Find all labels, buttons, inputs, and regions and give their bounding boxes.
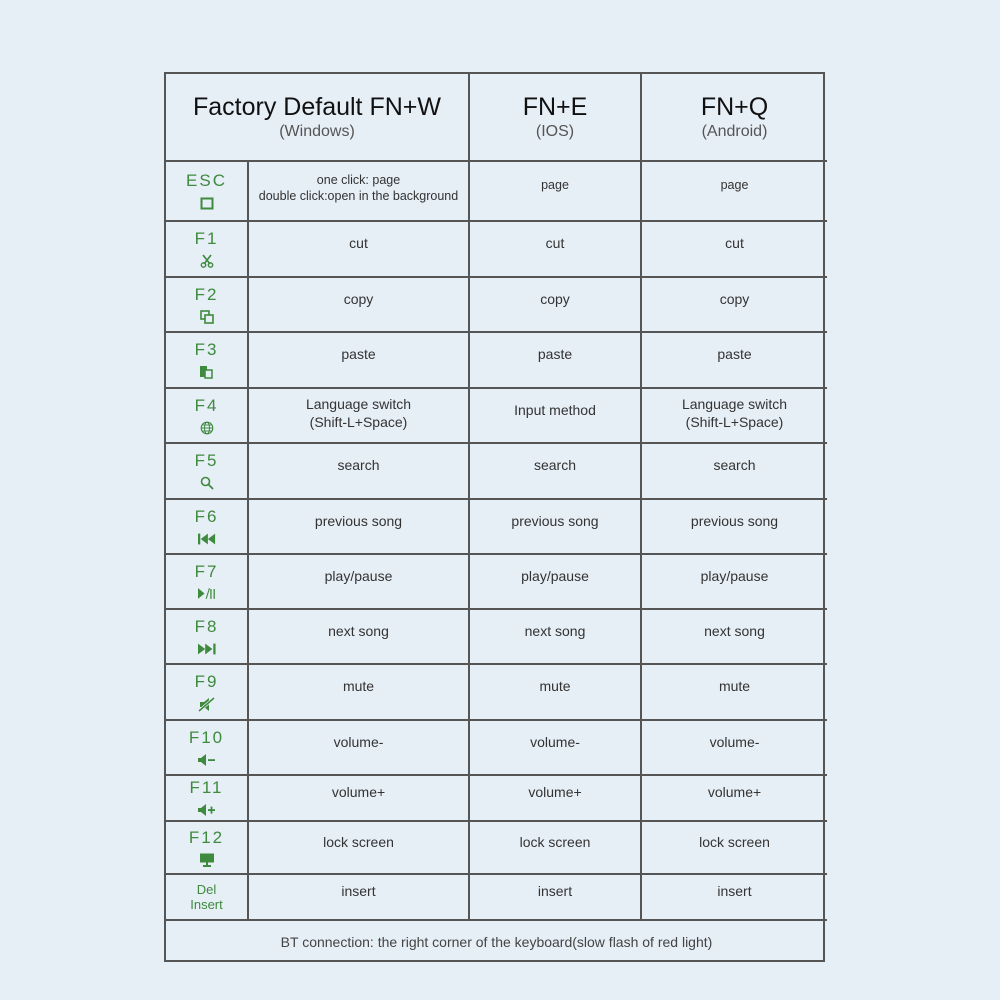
key-cell (166, 278, 249, 333)
key-cell (166, 389, 249, 444)
cell-text (337, 456, 379, 474)
android-action-cell (642, 610, 827, 665)
cell-text (259, 172, 458, 204)
header-windows-sub: (Windows) (279, 123, 355, 140)
search-icon (198, 475, 216, 491)
header-ios-title: FN+E (522, 93, 588, 121)
key-cell (166, 333, 249, 389)
cell-text-line: Input method (514, 401, 596, 418)
windows-action-cell (249, 776, 470, 822)
key-label: Insert (190, 897, 223, 912)
cell-text-line: previous song (690, 512, 779, 529)
previous-track-icon (198, 531, 216, 547)
android-action-cell (642, 389, 827, 444)
cell-text (540, 290, 570, 308)
cell-text-line: next song (524, 622, 586, 639)
cell-text (534, 456, 576, 474)
cell-text-line: paste (717, 346, 752, 362)
key-cell (166, 162, 249, 222)
cell-text-line: Language switch (305, 395, 412, 412)
cell-text-line: paste (341, 346, 376, 362)
android-action-cell (642, 333, 827, 389)
cell-text (514, 401, 596, 419)
key-label: F5 (194, 451, 219, 470)
cell-text (725, 234, 744, 252)
cell-text-line: mute (718, 678, 751, 694)
windows-action-cell (249, 721, 470, 776)
cell-text-line: insert (717, 883, 752, 899)
ios-action-cell (470, 500, 642, 555)
cell-text (538, 345, 572, 363)
cell-text-line: lock screen (699, 833, 770, 850)
android-action-cell (642, 721, 827, 776)
cell-text (306, 395, 411, 431)
cell-text (691, 512, 778, 530)
shortcut-table (164, 72, 825, 962)
key-label: F8 (194, 616, 219, 636)
cell-text (341, 882, 375, 900)
cell-text-line: search (713, 457, 756, 473)
copy-icon (198, 309, 216, 325)
cell-text-line: (Shift-L+Space) (309, 413, 408, 430)
cell-text-line: copy (343, 290, 374, 307)
ios-action-cell (470, 333, 642, 389)
key-label: F4 (194, 395, 219, 415)
cell-text-line: volume- (530, 733, 580, 750)
key-cell (166, 875, 249, 921)
header-ios-sub: (IOS) (535, 123, 575, 140)
footer-note: BT connection: the right corner of the keyboard(slow flash of red light) (280, 934, 713, 950)
cell-text-line: mute (342, 678, 375, 694)
ios-action-cell (470, 822, 642, 875)
cell-text (332, 783, 385, 801)
cell-text (511, 512, 598, 530)
key-label: F6 (194, 506, 219, 526)
key-cell (166, 500, 249, 555)
cell-text (546, 234, 565, 252)
android-action-cell (642, 444, 827, 500)
cell-text-line: page (720, 178, 749, 192)
cell-text-line: insert (537, 883, 573, 899)
key-label: F12 (188, 827, 225, 847)
cell-text-line: lock screen (519, 833, 591, 850)
cell-text (334, 733, 384, 751)
cell-text (539, 677, 570, 695)
ios-action-cell (470, 555, 642, 610)
android-action-cell (642, 665, 827, 721)
cell-text (699, 833, 770, 851)
android-action-cell (642, 278, 827, 333)
cell-text (344, 290, 374, 308)
cell-text-line: next song (328, 622, 389, 639)
ios-action-cell (470, 444, 642, 500)
key-label: F1 (194, 229, 219, 248)
ios-action-cell (470, 278, 642, 333)
volume-down-icon (198, 752, 216, 768)
header-windows-title: Factory Default FN+W (193, 93, 441, 121)
cell-text-line: volume+ (528, 784, 582, 800)
key-cell (166, 721, 249, 776)
key-label: ESC (186, 171, 227, 190)
windows-action-cell (249, 389, 470, 444)
cell-text (328, 622, 389, 640)
cell-text-line: volume- (709, 733, 760, 750)
cell-text-line: play/pause (324, 567, 393, 584)
cell-text-line: copy (540, 290, 570, 307)
key-cell (166, 222, 249, 278)
cell-text-line: cut (725, 235, 744, 251)
header-windows (166, 74, 470, 162)
ios-action-cell (470, 721, 642, 776)
header-android (642, 74, 827, 162)
cell-text-line: paste (537, 346, 573, 362)
cell-text-line: volume- (333, 733, 384, 750)
ios-action-cell (470, 776, 642, 822)
windows-action-cell (249, 278, 470, 333)
volume-up-icon (198, 802, 216, 818)
header-ios (470, 74, 642, 162)
windows-action-cell (249, 555, 470, 610)
cell-text (682, 395, 787, 431)
android-action-cell (642, 776, 827, 822)
lock-screen-icon (198, 852, 216, 868)
cell-text-line: play/pause (700, 567, 769, 584)
cell-text (720, 290, 750, 308)
cell-text-line: volume+ (331, 784, 386, 800)
windows-action-cell (249, 162, 470, 222)
cell-text (341, 345, 375, 363)
cell-text (701, 567, 769, 585)
cell-text (343, 677, 374, 695)
cell-text-line: (Shift-L+Space) (685, 413, 784, 430)
cell-text (708, 783, 761, 801)
cell-text-line: Language switch (681, 395, 788, 412)
cell-text-line: page (541, 178, 569, 192)
key-label: F9 (194, 672, 219, 691)
cell-text (521, 567, 589, 585)
key-cell (166, 665, 249, 721)
cell-text-line: volume+ (707, 784, 762, 800)
cell-text (315, 512, 402, 530)
windows-action-cell (249, 222, 470, 278)
cell-text (525, 622, 586, 640)
cell-text (349, 234, 368, 252)
windows-action-cell (249, 333, 470, 389)
cell-text-line: cut (545, 235, 565, 251)
cell-text (710, 733, 760, 751)
key-label: Del (196, 882, 217, 897)
cell-text-line: copy (719, 290, 750, 307)
mute-icon (198, 696, 216, 712)
key-label: F2 (194, 284, 219, 304)
windows-action-cell (249, 875, 470, 921)
cell-text-line: double click:open in the background (258, 189, 459, 203)
cell-text-line: previous song (511, 512, 599, 529)
ios-action-cell (470, 222, 642, 278)
key-label: F11 (189, 778, 224, 797)
cell-text-line: play/pause (521, 567, 589, 584)
ios-action-cell (470, 389, 642, 444)
cell-text (530, 733, 580, 751)
ios-action-cell (470, 610, 642, 665)
windows-action-cell (249, 610, 470, 665)
header-android-sub: (Android) (701, 123, 768, 140)
paste-icon (198, 364, 216, 380)
scissors-icon (198, 253, 216, 269)
cell-text (719, 677, 750, 695)
cell-text (538, 882, 572, 900)
cell-text-line: next song (704, 622, 765, 639)
key-cell (166, 776, 249, 822)
play-pause-icon (198, 586, 216, 602)
ios-action-cell (470, 665, 642, 721)
cell-text (520, 833, 591, 851)
cell-text (713, 456, 755, 474)
key-label: F10 (188, 727, 225, 747)
ios-action-cell (470, 162, 642, 222)
cell-text (325, 567, 393, 585)
cell-text (717, 345, 751, 363)
key-label: F7 (194, 561, 219, 581)
windows-action-cell (249, 665, 470, 721)
cell-text-line: previous song (314, 512, 403, 529)
cell-text (541, 177, 569, 193)
cell-text (717, 882, 751, 900)
header-android-title: FN+Q (700, 93, 769, 121)
cell-text (323, 833, 394, 851)
key-cell (166, 444, 249, 500)
cell-text (704, 622, 765, 640)
cell-text-line: insert (341, 883, 376, 899)
next-track-icon (198, 641, 216, 657)
android-action-cell (642, 222, 827, 278)
cell-text-line: cut (349, 235, 368, 251)
android-action-cell (642, 875, 827, 921)
ios-action-cell (470, 875, 642, 921)
key-label: F3 (194, 340, 219, 359)
square-icon (198, 195, 216, 211)
windows-action-cell (249, 822, 470, 875)
key-cell (166, 822, 249, 875)
cell-text-line: one click: page (316, 173, 401, 187)
android-action-cell (642, 500, 827, 555)
cell-text-line: mute (539, 678, 571, 694)
cell-text (528, 783, 581, 801)
cell-text (721, 177, 749, 193)
android-action-cell (642, 162, 827, 222)
key-cell (166, 555, 249, 610)
windows-action-cell (249, 500, 470, 555)
key-cell (166, 610, 249, 665)
globe-icon (198, 420, 216, 436)
cell-text-line: search (337, 457, 380, 473)
windows-action-cell (249, 444, 470, 500)
android-action-cell (642, 555, 827, 610)
android-action-cell (642, 822, 827, 875)
cell-text-line: lock screen (323, 833, 394, 850)
cell-text-line: search (533, 457, 577, 473)
